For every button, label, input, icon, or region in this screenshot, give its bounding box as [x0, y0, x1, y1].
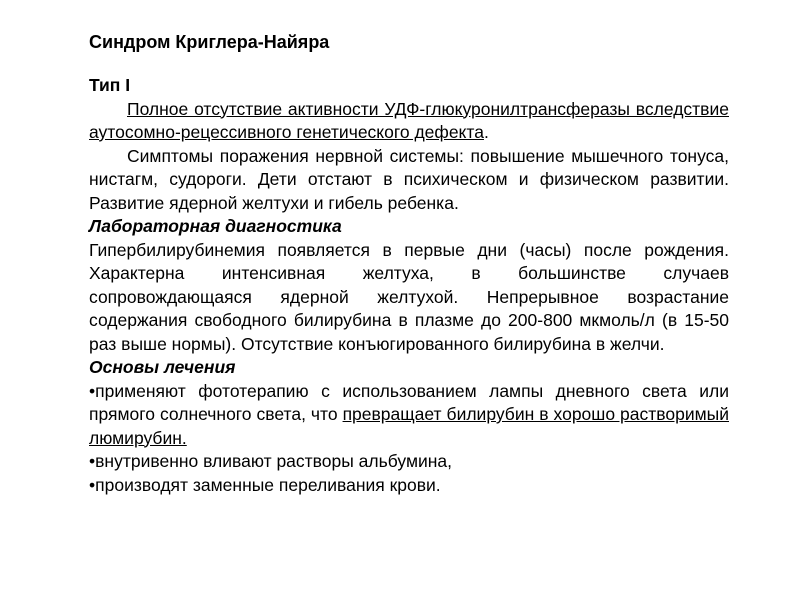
document-body	[89, 74, 729, 497]
paragraph-deficiency	[89, 98, 729, 145]
treatment-heading: Основы лечения	[89, 357, 236, 377]
treatment-bullet-transfusion: •производят заменные переливания крови.	[89, 474, 441, 495]
phototherapy-underlined-text: превращает билирубин в хорошо растворимый люмирубин.	[89, 404, 729, 448]
deficiency-period: .	[483, 122, 489, 142]
page-title: Синдром Криглера-Найяра	[89, 32, 330, 52]
slide-content	[89, 30, 729, 497]
paragraph-lab-diagnostics: Гипербилирубинемия появляется в первые дни (часы) после рождения. Характерна интенсивная желтуха, в большинстве случаев сопровождающаяся ядерной желтухой. Непрерывное возрастание содержания свободного билирубина в плазме до 200-800 мкмоль/л (в 15-50 раз выше нормы). Отсутствие конъюгированного билирубина в желчи.	[89, 239, 729, 354]
treatment-bullet-phototherapy	[89, 380, 729, 451]
lab-diagnostics-heading: Лабораторная диагностика	[89, 216, 342, 236]
phototherapy-text: •применяют фототерапию с использованием лампы дневного света или прямого солнечного света, что	[89, 380, 729, 424]
type-heading: Тип I	[89, 75, 131, 95]
treatment-bullet-albumin: •внутривенно вливают растворы альбумина,	[89, 451, 453, 471]
deficiency-text: Полное отсутствие активности УДФ-глюкуронилтрансферазы вследствие аутосомно-рецессивного генетического дефекта	[89, 98, 729, 142]
paragraph-symptoms: Симптомы поражения нервной системы: повышение мышечного тонуса, нистагм, судороги. Дети отстают в психическом и физическом развитии. Развитие ядерной желтухи и гибель ребенка.	[89, 145, 729, 213]
